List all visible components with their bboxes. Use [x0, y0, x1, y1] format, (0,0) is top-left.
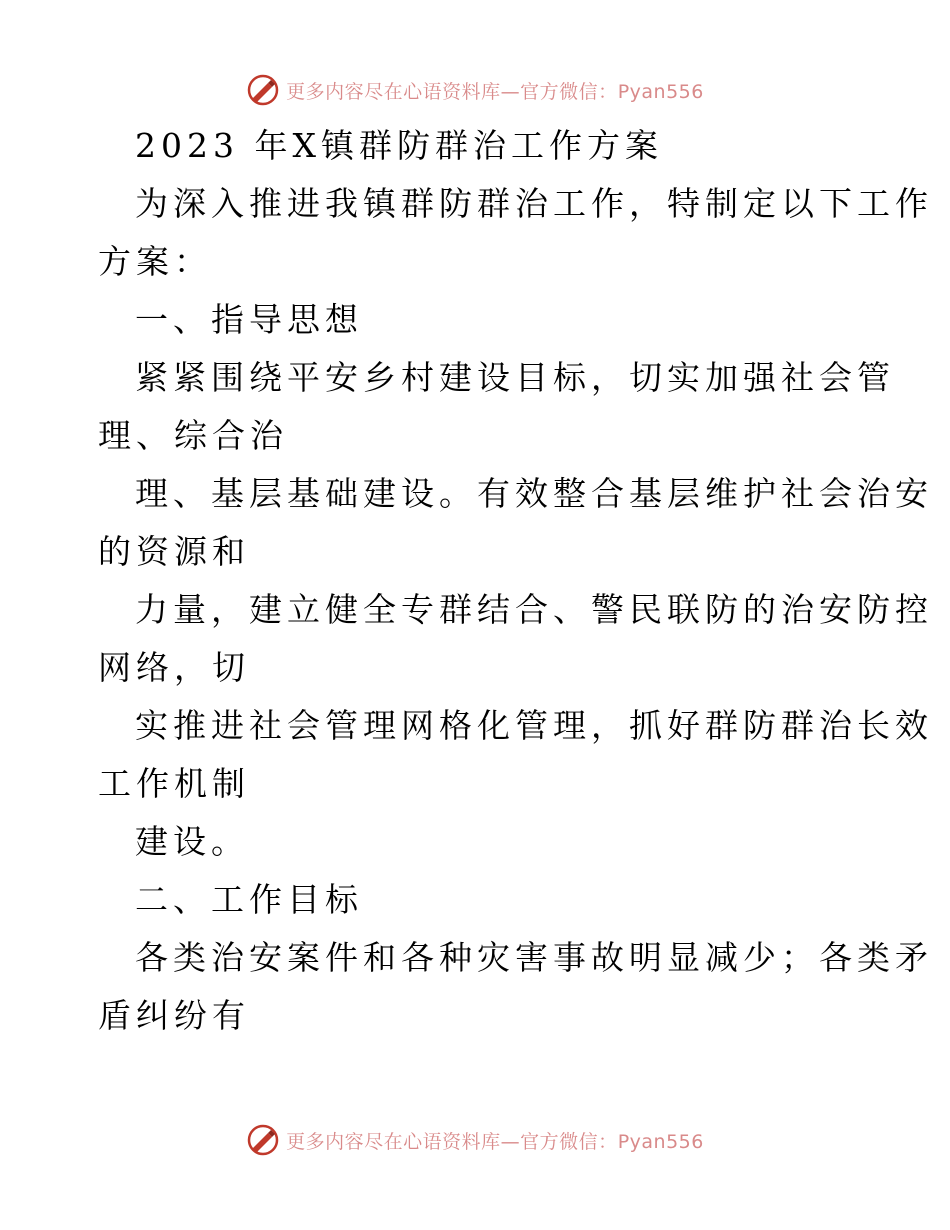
- watermark-site-text: 更多内容尽在心语资料库: [286, 1130, 501, 1153]
- paragraph-line: 理、基层基础建设。有效整合基层维护社会治安: [135, 474, 933, 513]
- watermark-site-text: 更多内容尽在心语资料库: [286, 80, 501, 103]
- section-heading: 一、指导思想: [135, 300, 363, 339]
- paragraph-line: 网络，切: [98, 648, 250, 687]
- watermark-footer: [0, 1120, 950, 1160]
- paragraph-line: 实推进社会管理网格化管理，抓好群防群治长效: [135, 706, 933, 745]
- watermark-wechat-label: 官方微信：: [520, 80, 618, 103]
- pen-logo-icon: [246, 1123, 280, 1157]
- paragraph-line: 为深入推进我镇群防群治工作，特制定以下工作: [135, 184, 933, 223]
- paragraph-line: 方案：: [98, 242, 212, 281]
- paragraph-line: 力量，建立健全专群结合、警民联防的治安防控: [135, 590, 933, 629]
- document-title: 2023 年X镇群防群治工作方案: [135, 126, 663, 165]
- watermark-dash: —: [500, 1130, 521, 1153]
- paragraph-line: 建设。: [135, 822, 249, 861]
- paragraph-line: 盾纠纷有: [98, 996, 250, 1035]
- watermark-header: [0, 70, 950, 110]
- watermark-wechat-label: 官方微信：: [520, 1130, 618, 1153]
- watermark-dash: —: [500, 80, 521, 103]
- paragraph-line: 的资源和: [98, 532, 250, 571]
- paragraph-line: 紧紧围绕平安乡村建设目标，切实加强社会管: [135, 358, 895, 397]
- watermark-wechat-id: Pyan556: [617, 1130, 704, 1153]
- watermark-wechat-id: Pyan556: [617, 80, 704, 103]
- paragraph-line: 工作机制: [98, 764, 250, 803]
- paragraph-line: 各类治安案件和各种灾害事故明显减少；各类矛: [135, 938, 933, 977]
- section-heading: 二、工作目标: [135, 880, 363, 919]
- paragraph-line: 理、综合治: [98, 416, 288, 455]
- pen-logo-icon: [246, 73, 280, 107]
